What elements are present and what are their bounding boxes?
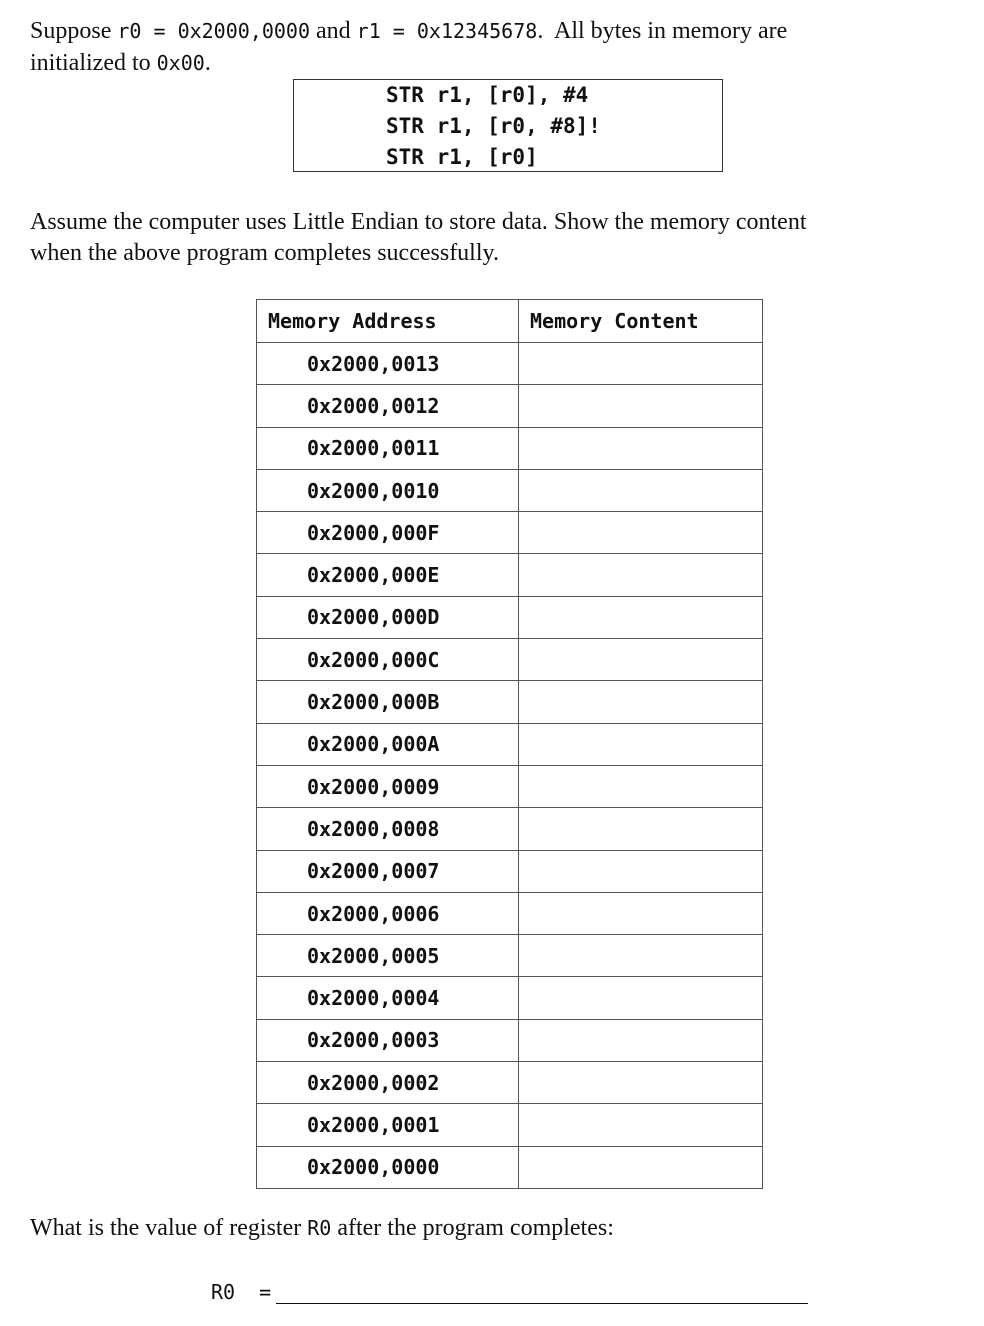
table-row bbox=[257, 977, 763, 1019]
memory-address-cell: 0x2000,0009 bbox=[257, 765, 519, 807]
code-line-1: STR r1, [r0], #4 bbox=[386, 83, 589, 107]
memory-address-cell: 0x2000,0007 bbox=[257, 850, 519, 892]
equals: = bbox=[141, 19, 178, 43]
memory-content-cell[interactable] bbox=[519, 385, 763, 427]
memory-address-cell: 0x2000,000F bbox=[257, 512, 519, 554]
table-row bbox=[257, 935, 763, 977]
code-block bbox=[293, 79, 723, 172]
memory-address-cell: 0x2000,000A bbox=[257, 723, 519, 765]
table-row bbox=[257, 512, 763, 554]
intro-text: initialized to bbox=[30, 50, 157, 76]
memory-table bbox=[256, 299, 763, 1189]
equals: = bbox=[380, 19, 417, 43]
memory-address-cell: 0x2000,0006 bbox=[257, 892, 519, 934]
memory-content-cell[interactable] bbox=[519, 554, 763, 596]
r0-initial-value: 0x2000,0000 bbox=[177, 19, 311, 43]
memory-content-cell[interactable] bbox=[519, 469, 763, 511]
r1-value: 0x12345678 bbox=[416, 19, 538, 43]
table-row bbox=[257, 1146, 763, 1188]
question-2 bbox=[30, 1213, 614, 1244]
memory-content-cell[interactable] bbox=[519, 512, 763, 554]
table-row bbox=[257, 427, 763, 469]
memory-address-cell: 0x2000,0012 bbox=[257, 385, 519, 427]
intro-text: . All bytes in memory are bbox=[537, 18, 788, 44]
memory-content-cell[interactable] bbox=[519, 977, 763, 1019]
question-1-line-1: Assume the computer uses Little Endian to store data. Show the memory content bbox=[30, 209, 807, 235]
memory-content-cell[interactable] bbox=[519, 427, 763, 469]
question-text: What is the value of register bbox=[30, 1215, 308, 1241]
memory-address-cell: 0x2000,0008 bbox=[257, 808, 519, 850]
memory-address-cell: 0x2000,0011 bbox=[257, 427, 519, 469]
table-row bbox=[257, 1104, 763, 1146]
table-row bbox=[257, 596, 763, 638]
table-row bbox=[257, 385, 763, 427]
table-header-row bbox=[257, 300, 763, 343]
question-text: after the program completes: bbox=[331, 1215, 614, 1241]
memory-content-cell[interactable] bbox=[519, 765, 763, 807]
intro-line-1 bbox=[30, 16, 787, 47]
memory-content-cell[interactable] bbox=[519, 850, 763, 892]
memory-address-cell: 0x2000,0000 bbox=[257, 1146, 519, 1188]
register-name: R0 bbox=[307, 1216, 332, 1240]
table-row bbox=[257, 850, 763, 892]
memory-address-cell: 0x2000,0010 bbox=[257, 469, 519, 511]
code-line-3: STR r1, [r0] bbox=[386, 145, 538, 169]
memory-address-cell: 0x2000,0005 bbox=[257, 935, 519, 977]
memory-content-cell[interactable] bbox=[519, 808, 763, 850]
table-row bbox=[257, 1019, 763, 1061]
table-row bbox=[257, 343, 763, 385]
table-row bbox=[257, 639, 763, 681]
memory-content-cell[interactable] bbox=[519, 681, 763, 723]
memory-content-cell[interactable] bbox=[519, 1062, 763, 1104]
question-1-line-2: when the above program completes successfully. bbox=[30, 240, 499, 266]
memory-content-cell[interactable] bbox=[519, 935, 763, 977]
init-value: 0x00 bbox=[156, 51, 205, 75]
memory-content-cell[interactable] bbox=[519, 343, 763, 385]
memory-address-cell: 0x2000,0004 bbox=[257, 977, 519, 1019]
intro-text: . bbox=[204, 50, 211, 76]
table-row bbox=[257, 681, 763, 723]
table-row bbox=[257, 554, 763, 596]
memory-content-cell[interactable] bbox=[519, 1019, 763, 1061]
memory-content-cell[interactable] bbox=[519, 1146, 763, 1188]
memory-content-cell[interactable] bbox=[519, 596, 763, 638]
table-row bbox=[257, 469, 763, 511]
memory-address-cell: 0x2000,0003 bbox=[257, 1019, 519, 1061]
intro-line-2 bbox=[30, 48, 211, 79]
table-row bbox=[257, 723, 763, 765]
memory-content-cell[interactable] bbox=[519, 723, 763, 765]
table-row bbox=[257, 892, 763, 934]
table-row bbox=[257, 808, 763, 850]
r1-name: r1 bbox=[356, 19, 381, 43]
header-memory-address: Memory Address bbox=[257, 300, 519, 343]
r0-name: r0 bbox=[117, 19, 142, 43]
memory-address-cell: 0x2000,0002 bbox=[257, 1062, 519, 1104]
memory-content-cell[interactable] bbox=[519, 639, 763, 681]
table-row bbox=[257, 765, 763, 807]
memory-address-cell: 0x2000,000E bbox=[257, 554, 519, 596]
memory-address-cell: 0x2000,000C bbox=[257, 639, 519, 681]
intro-text: and bbox=[310, 18, 357, 44]
r0-answer-blank[interactable] bbox=[276, 1303, 808, 1304]
memory-content-cell[interactable] bbox=[519, 1104, 763, 1146]
code-line-2: STR r1, [r0, #8]! bbox=[386, 114, 601, 138]
memory-address-cell: 0x2000,000D bbox=[257, 596, 519, 638]
memory-address-cell: 0x2000,0001 bbox=[257, 1104, 519, 1146]
memory-address-cell: 0x2000,0013 bbox=[257, 343, 519, 385]
memory-address-cell: 0x2000,000B bbox=[257, 681, 519, 723]
header-memory-content: Memory Content bbox=[519, 300, 763, 343]
memory-content-cell[interactable] bbox=[519, 892, 763, 934]
r0-answer-label: R0 = bbox=[211, 1280, 272, 1304]
intro-text: Suppose bbox=[30, 18, 118, 44]
table-row bbox=[257, 1062, 763, 1104]
